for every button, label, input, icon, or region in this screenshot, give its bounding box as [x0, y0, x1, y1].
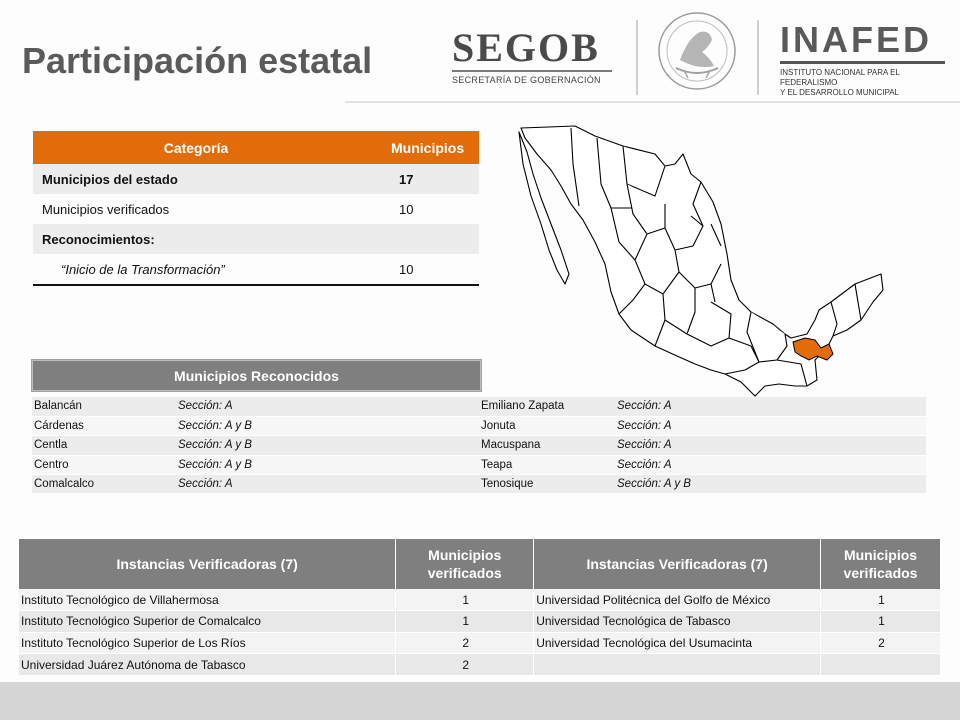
reconocidos-header: Municipios Reconocidos — [31, 359, 482, 392]
table-row — [32, 397, 926, 416]
national-seal-icon — [648, 8, 746, 94]
category-row — [33, 254, 479, 284]
seccion-cell: Sección: A — [176, 475, 479, 494]
municipio-cell: Teapa — [479, 455, 615, 474]
instancia-cell: Instituto Tecnológico Superior de Los Ríos — [19, 632, 396, 654]
count-cell: 2 — [396, 632, 534, 654]
municipio-cell: Centro — [32, 455, 176, 474]
instancia-cell: Universidad Tecnológica del Usumacinta — [534, 632, 821, 654]
municipio-cell: Cárdenas — [32, 416, 176, 435]
column-header-categoria: Categoría — [163, 139, 229, 156]
municipio-cell: Comalcalco — [32, 475, 176, 494]
seccion-cell: Sección: A y B — [176, 455, 479, 474]
count-cell: 1 — [821, 589, 941, 611]
table-row — [19, 632, 941, 654]
page-title: Participación estatal — [22, 40, 373, 81]
category-table-header — [33, 131, 479, 164]
instancia-cell: Universidad Juárez Autónoma de Tabasco — [19, 654, 396, 676]
seccion-cell: Sección: A — [176, 397, 479, 416]
count-cell: 1 — [821, 611, 941, 633]
municipio-cell: Macuspana — [479, 436, 615, 455]
table-row — [19, 611, 941, 633]
seccion-cell: Sección: A — [615, 416, 926, 435]
segob-logo-rule — [452, 70, 612, 72]
seccion-cell: Sección: A y B — [176, 436, 479, 455]
municipio-cell: Emiliano Zapata — [479, 397, 615, 416]
category-label: Reconocimientos: — [42, 231, 155, 247]
instancia-cell: Universidad Politécnica del Golfo de México — [534, 589, 821, 611]
instancia-cell: Instituto Tecnológico Superior de Comalcalco — [19, 611, 396, 633]
count-cell: 1 — [396, 589, 534, 611]
category-value: 10 — [399, 201, 414, 217]
header-divider — [345, 101, 960, 103]
inafed-logo-subtitle-1: INSTITUTO NACIONAL PARA EL FEDERALISMO — [780, 68, 900, 87]
logo-separator-right — [757, 20, 759, 95]
municipio-cell: Balancán — [32, 397, 176, 416]
category-label: “Inicio de la Transformación” — [61, 261, 225, 277]
table-row — [32, 475, 926, 494]
instancias-table — [19, 539, 941, 676]
segob-logo-name: SEGOB — [452, 25, 600, 70]
municipio-cell: Jonuta — [479, 416, 615, 435]
inafed-logo-subtitle-2: Y EL DESARROLLO MUNICIPAL — [780, 88, 899, 97]
column-header-municipios-verificados: Municipios verificados — [821, 539, 941, 589]
seccion-cell: Sección: A — [615, 436, 926, 455]
reconocidos-table — [32, 397, 926, 494]
instancias-header-row — [19, 539, 941, 589]
count-cell — [821, 654, 941, 676]
table-row — [19, 589, 941, 611]
segob-logo-subtitle: SECRETARÍA DE GOBERNACIÓN — [452, 75, 601, 85]
column-header-municipios: Municipios — [391, 139, 465, 156]
inafed-logo-name: INAFED — [780, 19, 932, 60]
category-table-bottom-rule — [33, 284, 479, 286]
seccion-cell: Sección: A — [615, 397, 926, 416]
count-cell: 2 — [821, 632, 941, 654]
logo-separator-left — [636, 20, 638, 95]
instancia-cell — [534, 654, 821, 676]
table-row — [19, 654, 941, 676]
seccion-cell: Sección: A y B — [615, 475, 926, 494]
seccion-cell: Sección: A — [615, 455, 926, 474]
column-header-municipios-verificados: Municipios verificados — [396, 539, 534, 589]
municipio-cell: Tenosique — [479, 475, 615, 494]
category-table — [33, 131, 479, 286]
column-header-instancias: Instancias Verificadoras (7) — [534, 539, 821, 589]
table-row — [32, 436, 926, 455]
category-label: Municipios verificados — [42, 201, 170, 217]
count-cell: 2 — [396, 654, 534, 676]
category-row — [33, 224, 479, 254]
table-row — [32, 416, 926, 435]
column-header-instancias: Instancias Verificadoras (7) — [19, 539, 396, 589]
footer-bar — [0, 682, 960, 720]
inafed-logo — [780, 19, 955, 98]
category-label: Municipios del estado — [42, 171, 178, 187]
category-value: 10 — [399, 261, 414, 277]
segob-logo — [452, 25, 612, 85]
municipio-cell: Centla — [32, 436, 176, 455]
seccion-cell: Sección: A y B — [176, 416, 479, 435]
inafed-logo-rule — [780, 61, 945, 64]
category-value: 17 — [399, 171, 414, 187]
category-row — [33, 194, 479, 224]
count-cell: 1 — [396, 611, 534, 633]
category-row — [33, 164, 479, 194]
instancia-cell: Universidad Tecnológica de Tabasco — [534, 611, 821, 633]
instancia-cell: Instituto Tecnológico de Villahermosa — [19, 589, 396, 611]
table-row — [32, 455, 926, 474]
